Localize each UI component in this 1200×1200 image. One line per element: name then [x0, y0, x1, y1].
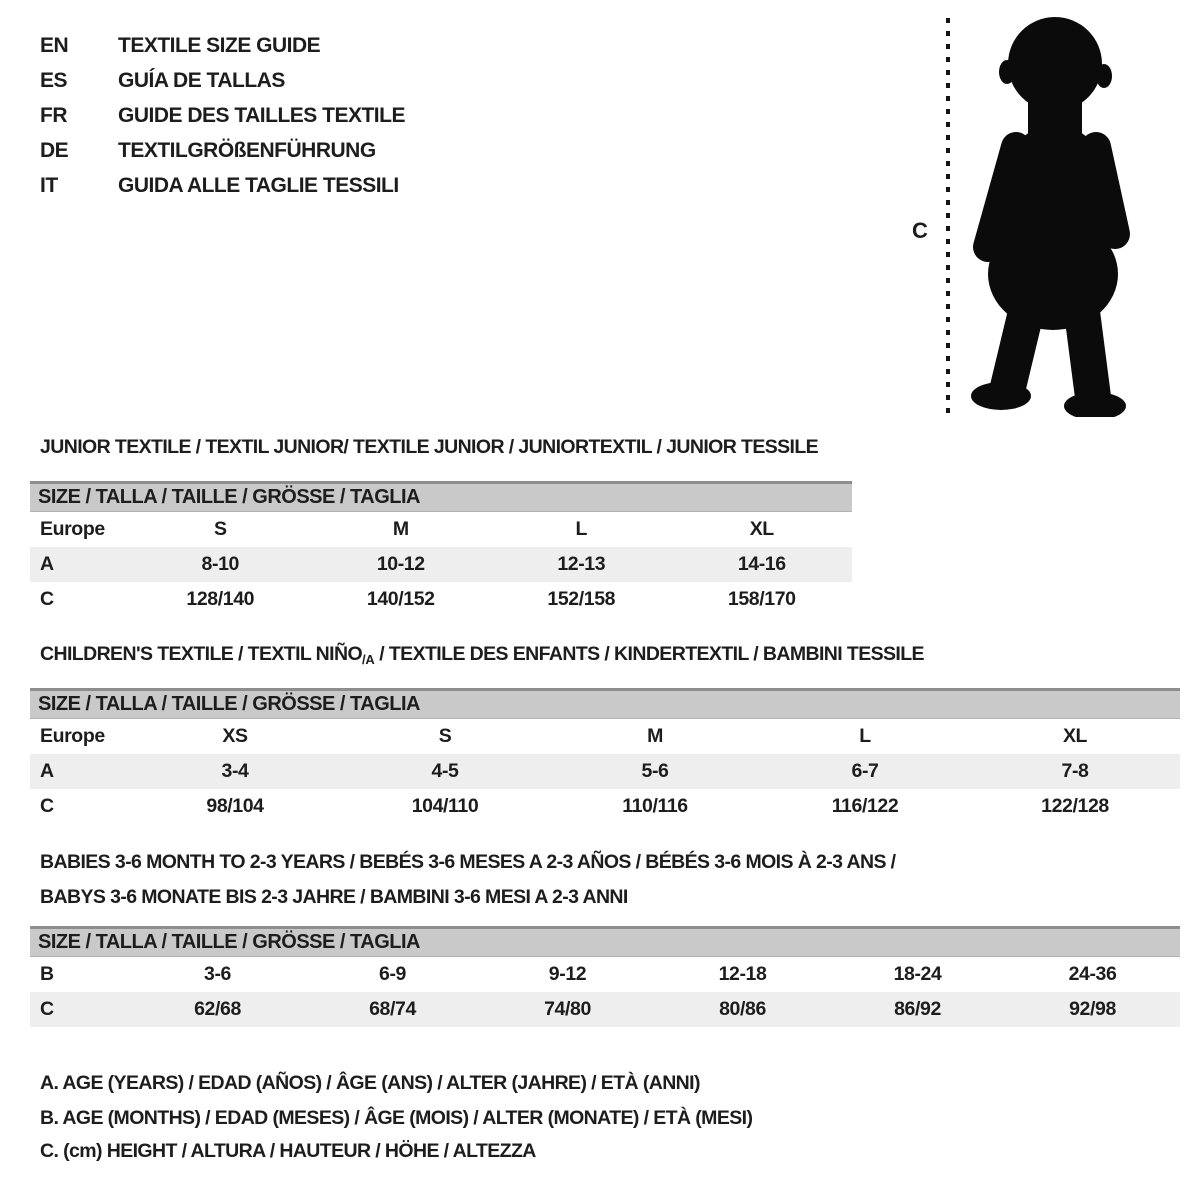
lang-code: IT: [40, 173, 58, 197]
junior-size-table: [30, 481, 852, 617]
legend-height-cm: C. (cm) HEIGHT / ALTURA / HAUTEUR / HÖHE / ALTEZZA: [40, 1140, 536, 1162]
table-row: [30, 582, 852, 617]
size-cell: 3-6: [204, 963, 231, 985]
size-cell: S: [213, 518, 227, 540]
lang-row-en: [40, 28, 405, 63]
size-cell: 6-9: [379, 963, 406, 985]
children-section-title: [40, 643, 924, 666]
size-cell: 12-18: [718, 963, 767, 985]
size-cell: S: [438, 725, 452, 747]
legend-age-months: B. AGE (MONTHS) / EDAD (MESES) / ÂGE (MOIS) / ALTER (MONATE) / ETÀ (MESI): [40, 1107, 753, 1129]
height-measure-label: C: [912, 218, 928, 243]
lang-code: EN: [40, 33, 69, 57]
lang-label: GUIDE DES TAILLES TEXTILE: [118, 103, 405, 127]
babies-size-header-bar: SIZE / TALLA / TAILLE / GRÖSSE / TAGLIA: [30, 926, 1180, 957]
size-cell: 12-13: [557, 553, 606, 575]
row-label: C: [40, 998, 54, 1020]
lang-label: GUIDA ALLE TAGLIE TESSILI: [118, 173, 399, 197]
size-cell: 104/110: [411, 795, 479, 817]
children-title-pre: CHILDREN'S TEXTILE / TEXTIL NIÑO: [40, 643, 363, 665]
table-row: [30, 547, 852, 582]
size-cell: 116/122: [831, 795, 899, 817]
children-size-table: [30, 688, 1180, 824]
size-cell: L: [575, 518, 587, 540]
size-cell: 74/80: [544, 998, 591, 1020]
babies-size-table: [30, 926, 1180, 1027]
size-cell: 8-10: [201, 553, 239, 575]
row-label: Europe: [40, 725, 105, 747]
size-cell: 140/152: [366, 588, 435, 610]
size-cell: XL: [749, 518, 774, 540]
size-cell: 9-12: [548, 963, 587, 985]
junior-size-header-bar: SIZE / TALLA / TAILLE / GRÖSSE / TAGLIA: [30, 481, 852, 512]
children-size-header-bar: SIZE / TALLA / TAILLE / GRÖSSE / TAGLIA: [30, 688, 1180, 719]
size-cell: 122/128: [1041, 795, 1109, 817]
size-cell: XS: [222, 725, 248, 747]
size-cell: 80/86: [719, 998, 766, 1020]
size-cell: 7-8: [1061, 760, 1089, 782]
table-row: [30, 719, 1180, 754]
toddler-silhouette-icon: [962, 12, 1145, 417]
table-row: [30, 789, 1180, 824]
junior-table-rows: [30, 512, 852, 617]
lang-row-de: [40, 133, 405, 168]
size-cell: 5-6: [641, 760, 669, 782]
lang-label: GUÍA DE TALLAS: [118, 68, 285, 92]
lang-row-fr: [40, 98, 405, 133]
height-dashed-line: [946, 18, 950, 418]
size-cell: 3-4: [221, 760, 249, 782]
table-row: [30, 957, 1180, 992]
size-cell: 24-36: [1068, 963, 1117, 985]
lang-code: DE: [40, 138, 69, 162]
row-label: C: [40, 795, 54, 817]
row-label: A: [40, 553, 54, 575]
lang-row-es: [40, 63, 405, 98]
size-cell: 86/92: [894, 998, 941, 1020]
size-cell: XL: [1062, 725, 1088, 747]
size-cell: 4-5: [431, 760, 459, 782]
size-cell: M: [392, 518, 409, 540]
junior-section-title: JUNIOR TEXTILE / TEXTIL JUNIOR/ TEXTILE JUNIOR / JUNIORTEXTIL / JUNIOR TESSILE: [40, 436, 819, 458]
table-row: [30, 754, 1180, 789]
size-cell: 158/170: [727, 588, 796, 610]
size-cell: L: [859, 725, 871, 747]
children-table-rows: [30, 719, 1180, 824]
lang-code: ES: [40, 68, 68, 92]
babies-section-title-line2: BABYS 3-6 MONATE BIS 2-3 JAHRE / BAMBINI 3-6 MESI A 2-3 ANNI: [40, 886, 628, 908]
size-cell: 62/68: [194, 998, 241, 1020]
size-cell: M: [647, 725, 663, 747]
babies-table-rows: [30, 957, 1180, 1027]
lang-label: TEXTILGRÖßENFÜHRUNG: [118, 138, 376, 162]
size-cell: 68/74: [369, 998, 416, 1020]
row-label: B: [40, 963, 54, 985]
language-guide-header: [40, 28, 405, 203]
table-row: [30, 992, 1180, 1027]
size-cell: 110/116: [622, 795, 688, 817]
lang-code: FR: [40, 103, 67, 127]
size-cell: 98/104: [206, 795, 264, 817]
children-title-subscript: /A: [362, 652, 375, 667]
lang-label: TEXTILE SIZE GUIDE: [118, 33, 321, 57]
table-row: [30, 512, 852, 547]
legend-age-years: A. AGE (YEARS) / EDAD (AÑOS) / ÂGE (ANS) / ALTER (JAHRE) / ETÀ (ANNI): [40, 1072, 700, 1094]
lang-row-it: [40, 168, 405, 203]
size-cell: 152/158: [547, 588, 616, 610]
row-label: Europe: [40, 518, 105, 540]
babies-section-title-line1: BABIES 3-6 MONTH TO 2-3 YEARS / BEBÉS 3-6 MESES A 2-3 AÑOS / BÉBÉS 3-6 MOIS À 2-3 ANS /: [40, 851, 896, 873]
row-label: A: [40, 760, 54, 782]
size-cell: 14-16: [737, 553, 786, 575]
size-cell: 10-12: [376, 553, 425, 575]
row-label: C: [40, 588, 54, 610]
size-cell: 128/140: [186, 588, 255, 610]
size-cell: 18-24: [893, 963, 942, 985]
children-title-post: / TEXTILE DES ENFANTS / KINDERTEXTIL / BAMBINI TESSILE: [374, 643, 924, 665]
size-cell: 6-7: [851, 760, 879, 782]
size-cell: 92/98: [1069, 998, 1116, 1020]
